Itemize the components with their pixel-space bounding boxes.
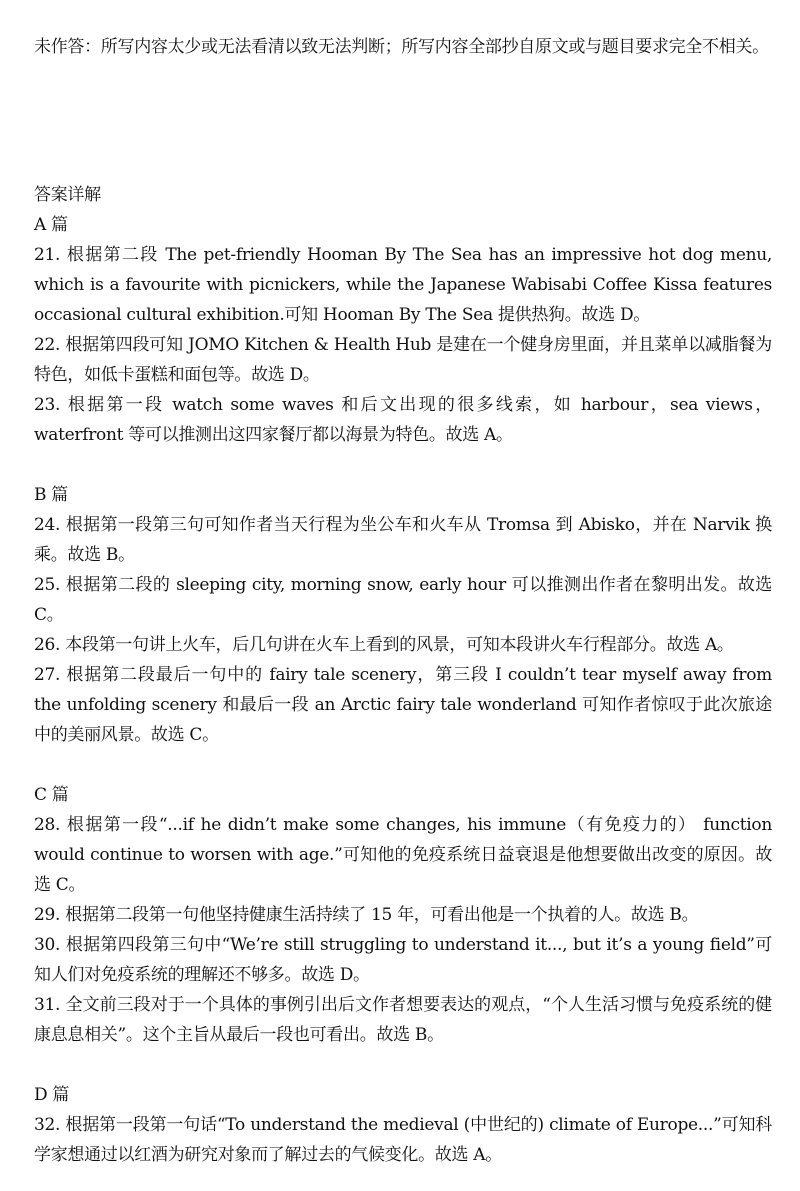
answer-item: 31. 全文前三段对于一个具体的事例引出后文作者想要表达的观点，“个人生活习惯与免疫系统的健康息息相关”。这个主旨从最后一段也可看出。故选 B。 bbox=[34, 995, 772, 1045]
answers-heading: 答案详解 bbox=[34, 185, 101, 205]
spacer bbox=[34, 450, 772, 480]
answer-item: 26. 本段第一句讲上火车，后几句讲在火车上看到的风景，可知本段讲火车行程部分。故选 A。 bbox=[34, 635, 734, 655]
answer-item: 30. 根据第四段第三句中“We’re still struggling to understand it..., but it’s a young field”可知人们对免疫系统的理解还不够多。故选 D。 bbox=[34, 935, 772, 985]
section-d bbox=[34, 1080, 772, 1170]
answer-item: 24. 根据第一段第三句可知作者当天行程为坐公车和火车从 Tromsa 到 Abisko，并在 Narvik 换乘。故选 B。 bbox=[34, 515, 772, 565]
answer-item: 32. 根据第一段第一句话“To understand the medieval (中世纪的) climate of Europe...”可知科学家想通过以红酒为研究对象而了解过去的气候变化。故选 A。 bbox=[34, 1115, 772, 1165]
spacer bbox=[34, 62, 772, 180]
answer-item: 23. 根据第一段 watch some waves 和后文出现的很多线索，如 harbour，sea views，waterfront 等可以推测出这四家餐厅都以海景为特色。故选 A。 bbox=[34, 395, 772, 445]
answer-item: 27. 根据第二段最后一句中的 fairy tale scenery，第三段 I couldn’t tear myself away from the unfolding scenery 和最后一段 an Arctic fairy tale wonderland 可知作者惊叹于此次旅途中的美丽风景。故选 C。 bbox=[34, 665, 772, 745]
answer-item: 28. 根据第一段“...if he didn’t make some changes, his immune（有免疫力的） function would continue to worsen with age.”可知他的免疫系统日益衰退是他想要做出改变的原因。故选 C。 bbox=[34, 815, 772, 895]
answer-item: 29. 根据第二段第一句他坚持健康生活持续了 15 年，可看出他是一个执着的人。故选 B。 bbox=[34, 905, 699, 925]
answer-item: 25. 根据第二段的 sleeping city, morning snow, early hour 可以推测出作者在黎明出发。故选 C。 bbox=[34, 575, 772, 625]
intro-paragraph: 未作答：所写内容太少或无法看清以致无法判断；所写内容全部抄自原文或与题目要求完全不相关。 bbox=[34, 37, 769, 57]
section-c bbox=[34, 780, 772, 1050]
section-title: A 篇 bbox=[34, 215, 68, 235]
spacer bbox=[34, 750, 772, 780]
section-title: D 篇 bbox=[34, 1085, 70, 1105]
document-page bbox=[34, 32, 772, 1170]
section-title: C 篇 bbox=[34, 785, 69, 805]
section-b bbox=[34, 480, 772, 750]
spacer bbox=[34, 1050, 772, 1080]
section-title: B 篇 bbox=[34, 485, 68, 505]
answer-item: 21. 根据第二段 The pet-friendly Hooman By The Sea has an impressive hot dog menu, which is a favourite with picnickers, while the Japanese Wabisabi Coffee Kissa features occasional cultural exhibition.可知 Hooman By The Sea 提供热狗。故选 D。 bbox=[34, 245, 772, 325]
section-a bbox=[34, 210, 772, 450]
answer-item: 22. 根据第四段可知 JOMO Kitchen & Health Hub 是建在一个健身房里面，并且菜单以减脂餐为特色，如低卡蛋糕和面包等。故选 D。 bbox=[34, 335, 772, 385]
